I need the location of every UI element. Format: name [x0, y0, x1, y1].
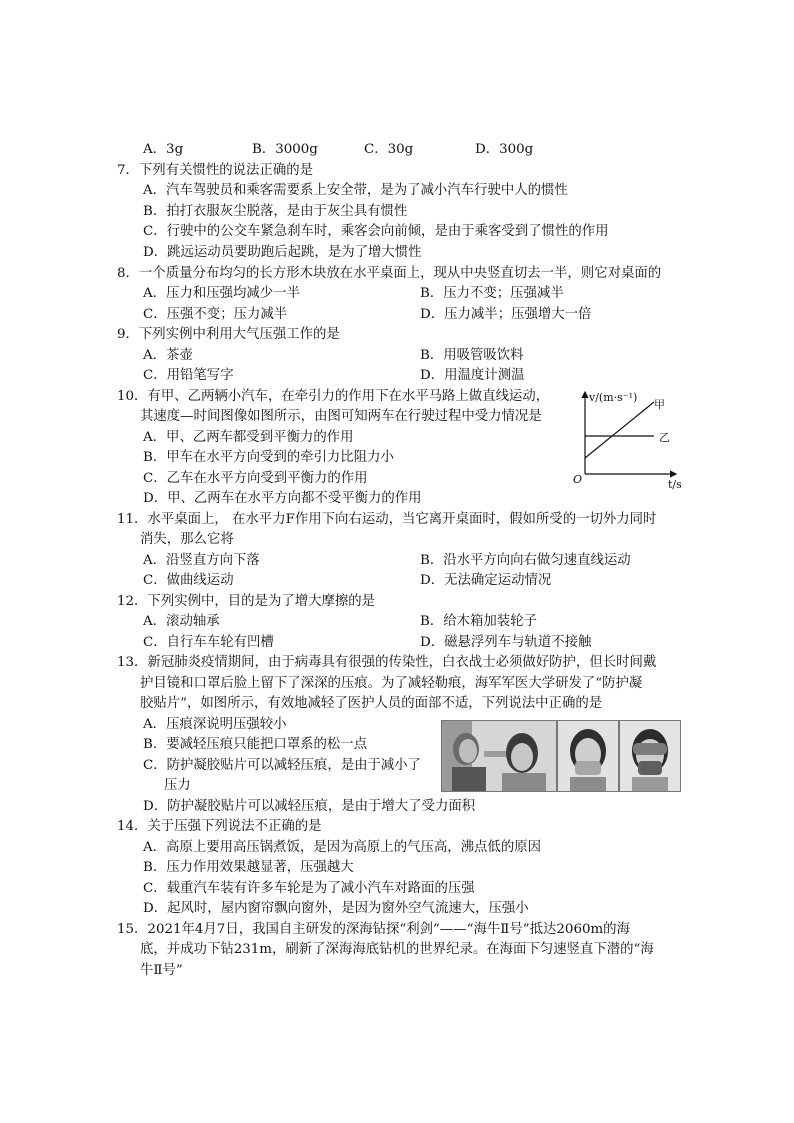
q12-stem: 12．下列实例中，目的是为了增大摩擦的是	[117, 594, 376, 609]
q14-stem: 14．关于压强下列说法不正确的是	[117, 819, 322, 834]
graph-label-jia: 甲	[654, 398, 665, 411]
q13-option-c-cont: 压力	[164, 778, 191, 793]
q14-option-c: C．载重汽车装有许多车轮是为了减小汽车对路面的压强	[143, 881, 475, 896]
q7-option-c: C．行驶中的公交车紧急刹车时，乘客会向前倾，是由于乘客受到了惯性的作用	[143, 224, 609, 239]
q13-photo-goggles-mask	[619, 720, 681, 792]
q13-photo-face-with-patch	[557, 720, 619, 792]
q7-stem: 7．下列有关惯性的说法正确的是	[117, 163, 313, 178]
q15-stem-line1: 15．2021年4月7日，我国自主研发的深海钻探“利剑”——“海牛Ⅱ号”抵达2060m的海	[117, 922, 630, 937]
q9-stem: 9．下列实例中利用大气压强工作的是	[117, 327, 340, 342]
graph-origin-label: O	[573, 473, 583, 486]
q13-option-d: D．防护凝胶贴片可以减轻压痕，是由于增大了受力面积	[143, 799, 476, 814]
q10-stem-line1: 10．有甲、乙两辆小汽车，在牵引力的作用下在水平马路上做直线运动，	[117, 389, 550, 404]
graph-x-label: t/s	[668, 478, 682, 491]
q8-stem: 8．一个质量分布均匀的长方形木块放在水平桌面上，现从中央竖直切去一半，则它对桌面的	[117, 266, 662, 281]
q10-option-b: B．甲车在水平方向受到的牵引力比阻力小	[143, 450, 394, 465]
q6-option-d: D．300g	[475, 142, 534, 157]
q13-stem-line1: 13．新冠肺炎疫情期间，由于病毒具有很强的传染性，白衣战士必须做好防护，但长时间戴	[117, 655, 657, 670]
q11-option-d: D．无法确定运动情况	[420, 573, 552, 588]
q7-option-b: B．拍打衣服灰尘脱落，是由于灰尘具有惯性	[143, 204, 408, 219]
q14-option-d: D．起风时，屋内窗帘飘向窗外，是因为窗外空气流速大，压强小	[143, 901, 529, 916]
q8-option-c: C．压强不变；压力减半	[143, 307, 288, 322]
q11-stem-line2: 消失，那么它将	[140, 532, 234, 547]
q11-option-b: B．沿水平方向向右做匀速直线运动	[420, 553, 631, 568]
q15-stem-line3: 牛Ⅱ号”	[140, 963, 183, 978]
q10-option-a: A．甲、乙两车都受到平衡力的作用	[143, 430, 354, 445]
q10-option-c: C．乙车在水平方向受到平衡力的作用	[143, 471, 368, 486]
q7-option-d: D．跳远运动员要助跑后起跳，是为了增大惯性	[143, 245, 422, 260]
q13-stem-line3: 胶贴片”，如图所示，有效地减轻了医护人员的面部不适，下列说法中正确的是	[140, 696, 603, 711]
q12-option-d: D．磁悬浮列车与轨道不接触	[420, 635, 592, 650]
q9-option-b: B．用吸管吸饮料	[420, 348, 524, 363]
q8-option-a: A．压力和压强均减少一半	[143, 286, 300, 301]
q13-option-a: A．压痕深说明压强较小	[143, 717, 287, 732]
q10-vt-graph	[568, 386, 688, 492]
q13-photo-nurse-applying-patch	[441, 720, 557, 792]
q6-option-a: A．3g	[143, 142, 184, 157]
q9-option-a: A．茶壶	[143, 348, 193, 363]
q14-option-b: B．压力作用效果越显著，压强越大	[143, 860, 354, 875]
q12-option-a: A．滚动轴承	[143, 614, 220, 629]
q8-option-d: D．压力减半；压强增大一倍	[420, 307, 592, 322]
q9-option-d: D．用温度计测温	[420, 368, 525, 383]
q13-stem-line2: 护目镜和口罩后脸上留下了深深的压痕。为了减轻勒痕，海军军医大学研发了“防护凝	[140, 676, 643, 691]
q11-option-a: A．沿竖直方向下落	[143, 553, 260, 568]
q10-stem-line2: 其速度—时间图像如图所示，由图可知两车在行驶过程中受力情况是	[140, 409, 542, 424]
q7-option-a: A．汽车驾驶员和乘客需要系上安全带，是为了减小汽车行驶中人的惯性	[143, 183, 568, 198]
q15-stem-line2: 底，并成功下钻231m，刷新了深海海底钻机的世界纪录。在海面下匀速竖直下潜的“海	[140, 942, 654, 957]
q10-option-d: D．甲、乙两车在水平方向都不受平衡力的作用	[143, 491, 422, 506]
q12-option-c: C．自行车车轮有凹槽	[143, 635, 274, 650]
q13-option-c: C．防护凝胶贴片可以减轻压痕，是由于减小了	[143, 758, 422, 773]
q9-option-c: C．用铅笔写字	[143, 368, 234, 383]
q12-option-b: B．给木箱加装轮子	[420, 614, 537, 629]
graph-label-yi: 乙	[659, 431, 670, 444]
graph-line-jia	[585, 402, 654, 458]
q6-option-c: C．30g	[364, 142, 414, 157]
q13-option-b: B．要减轻压痕只能把口罩系的松一点	[143, 737, 368, 752]
graph-y-label: v/(m·s⁻¹)	[589, 391, 638, 404]
q8-option-b: B．压力不变；压强减半	[420, 286, 564, 301]
q11-stem-line1: 11．水平桌面上， 在水平力F作用下向右运动，当它离开桌面时，假如所受的一切外力同时	[117, 512, 657, 527]
q6-option-b: B．3000g	[252, 142, 318, 157]
q14-option-a: A．高原上要用高压锅煮饭，是因为高原上的气压高，沸点低的原因	[143, 840, 541, 855]
q11-option-c: C．做曲线运动	[143, 573, 234, 588]
